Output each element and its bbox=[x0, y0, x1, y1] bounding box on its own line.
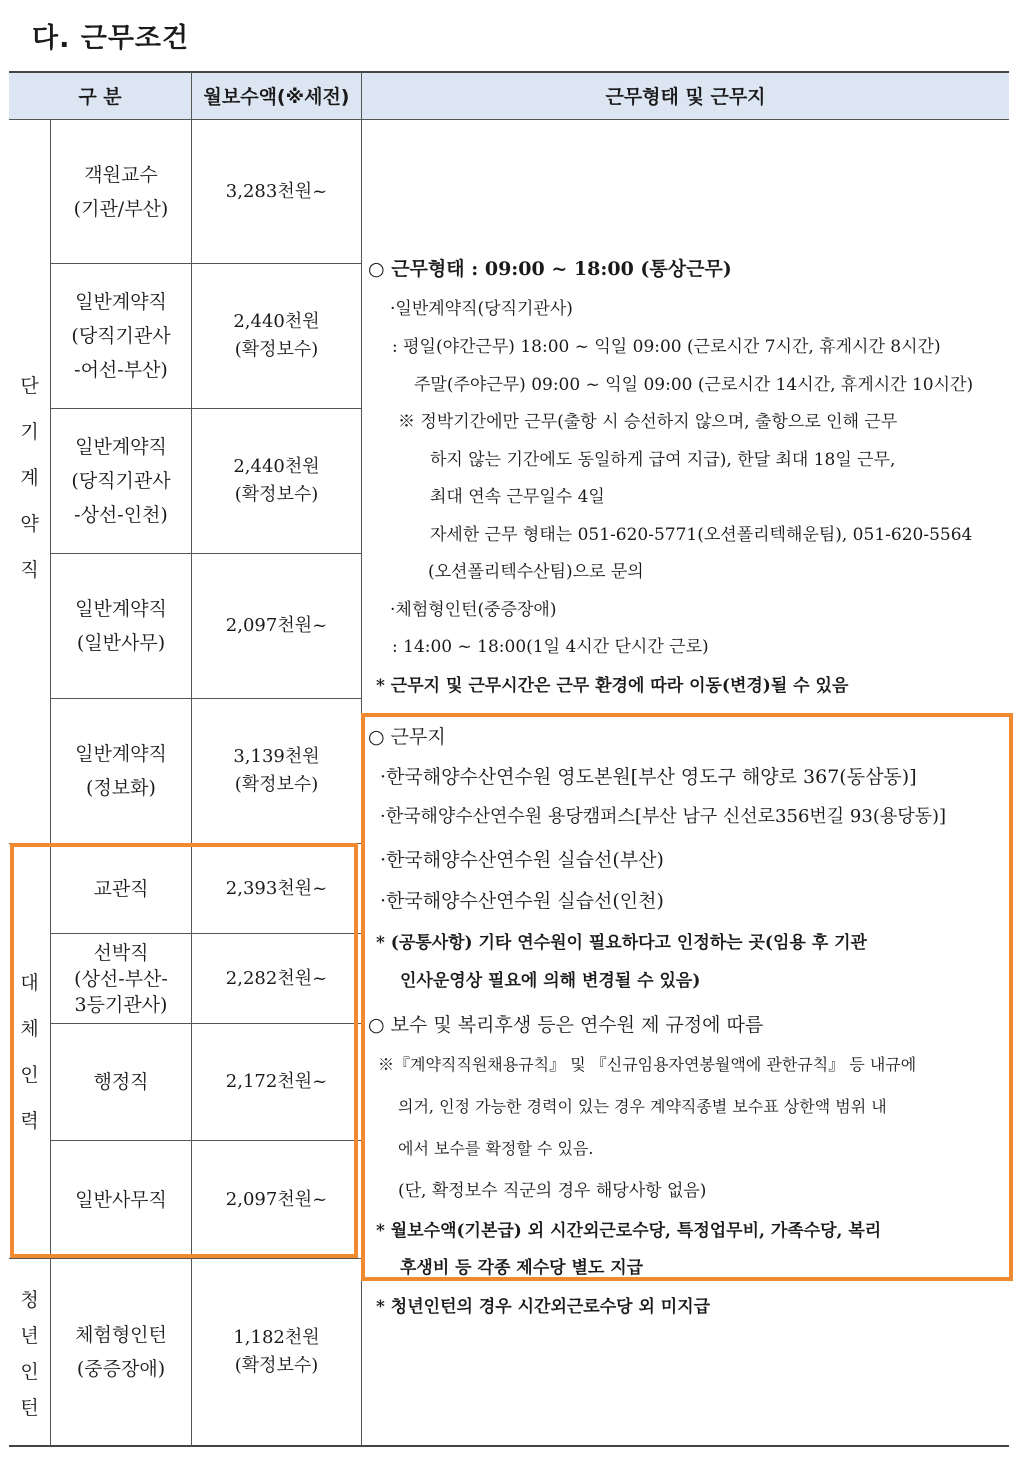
pay-line: 2,440천원 bbox=[233, 456, 320, 477]
pay-benefit-line: 의거, 인정 가능한 경력이 있는 경우 계약직종별 보수표 상한액 범위 내 bbox=[398, 1097, 887, 1116]
row-name-line: (정보화) bbox=[86, 777, 156, 799]
table-row-name bbox=[51, 554, 191, 698]
workplace-line: ·한국해양수산연수원 실습선(부산) bbox=[380, 849, 664, 871]
pay-line: 3,139천원 bbox=[233, 746, 320, 767]
group-char: 직 bbox=[20, 559, 39, 581]
header-category: 구 분 bbox=[78, 86, 122, 108]
group-char: 계 bbox=[20, 467, 39, 489]
table-row-pay bbox=[192, 120, 361, 263]
pay-line: 2,282천원~ bbox=[225, 967, 328, 989]
row-name-line: 일반사무직 bbox=[75, 1188, 167, 1211]
group-char: 체 bbox=[20, 1018, 39, 1040]
intern-note: * 청년인턴의 경우 시간외근로수당 외 미지급 bbox=[376, 1297, 711, 1317]
group-char: 약 bbox=[20, 513, 39, 535]
header-work: 근무형태 및 근무지 bbox=[605, 86, 766, 108]
highlight-box-substitute bbox=[10, 843, 358, 1258]
work-type-line: 최대 연속 근무일수 4일 bbox=[430, 487, 605, 507]
workplace-note: 인사운영상 필요에 의해 변경될 수 있음) bbox=[400, 971, 701, 991]
row-name-line: (중증장애) bbox=[76, 1358, 166, 1380]
pay-line: (확정보수) bbox=[234, 774, 319, 795]
pay-line: (확정보수) bbox=[234, 339, 319, 360]
row-name-line: 행정직 bbox=[93, 1071, 149, 1093]
row-name-line: -상선-인천) bbox=[74, 504, 168, 526]
pay-benefit-line: 에서 보수를 확정할 수 있음. bbox=[398, 1139, 594, 1158]
workplace-line: ·한국해양수산연수원 실습선(인천) bbox=[380, 890, 664, 912]
work-type-line: ·일반계약직(당직기관사) bbox=[390, 299, 573, 319]
group-char: 년 bbox=[20, 1325, 39, 1347]
row-name-line: 객원교수 bbox=[84, 163, 158, 186]
group-char: 인 bbox=[20, 1361, 39, 1383]
work-type-line: 하지 않는 기간에도 동일하게 급여 지급), 한달 최대 18일 근무, bbox=[430, 450, 896, 470]
pay-benefit-note: 후생비 등 각종 제수당 별도 지급 bbox=[400, 1258, 644, 1278]
row-name-line: 일반계약직 bbox=[75, 291, 167, 313]
pay-line: 2,097천원~ bbox=[225, 615, 328, 636]
work-type-line: 자세한 근무 형태는 051-620-5771(오션폴리텍해운팀), 051-620-5564 bbox=[430, 525, 973, 545]
highlight-box-workplace bbox=[361, 713, 1013, 1281]
row-name-line: 교관직 bbox=[93, 877, 149, 900]
table-row-name bbox=[51, 264, 191, 408]
work-type-line: (오션폴리텍수산팀)으로 문의 bbox=[428, 562, 644, 582]
pay-line: 2,440천원 bbox=[233, 311, 320, 332]
table-row-pay bbox=[192, 554, 361, 698]
work-type-line: ※ 정박기간에만 근무(출항 시 승선하지 않으며, 출항으로 인해 근무 bbox=[398, 412, 898, 432]
workplace-line: ·한국해양수산연수원 용당캠퍼스[부산 남구 신선로356번길 93(용당동)] bbox=[380, 806, 947, 827]
group-label-short-term bbox=[9, 364, 50, 592]
table-row-pay bbox=[192, 264, 361, 408]
table-row-pay bbox=[192, 1259, 361, 1445]
workplace-line: ○ 근무지 bbox=[368, 726, 446, 748]
header-pay: 월보수액(※세전) bbox=[203, 86, 350, 108]
section-heading: 다. 근무조건 bbox=[32, 23, 190, 54]
work-type-line: : 평일(야간근무) 18:00 ~ 익일 09:00 (근로시간 7시간, 휴게시간 8시간) bbox=[392, 337, 941, 357]
group-char: 대 bbox=[20, 972, 39, 994]
group-char: 턴 bbox=[20, 1397, 39, 1419]
row-name-line: 선박직 bbox=[93, 941, 149, 964]
group-char: 기 bbox=[20, 421, 39, 443]
pay-line: 1,182천원 bbox=[233, 1327, 320, 1348]
work-type-line: 주말(주야근무) 09:00 ~ 익일 09:00 (근로시간 14시간, 휴게시간 10시간) bbox=[414, 375, 974, 395]
table-row-pay bbox=[192, 699, 361, 843]
workplace-line: ·한국해양수산연수원 영도본원[부산 영도구 해양로 367(동삼동)] bbox=[380, 766, 917, 788]
table-row-pay bbox=[192, 409, 361, 553]
table-row-name bbox=[51, 120, 191, 263]
row-name-line: (일반사무) bbox=[76, 632, 166, 654]
work-type-line: ○ 근무형태 : 09:00 ~ 18:00 (통상근무) bbox=[368, 258, 732, 280]
row-name-line: 일반계약직 bbox=[75, 436, 167, 458]
table-row-name bbox=[51, 699, 191, 843]
row-name-line: 3등기관사) bbox=[74, 993, 168, 1016]
row-name-line: -어선-부산) bbox=[74, 359, 168, 381]
group-char: 단 bbox=[20, 375, 39, 397]
table-row-name bbox=[51, 1259, 191, 1445]
pay-benefit-note: * 월보수액(기본급) 외 시간외근로수당, 특정업무비, 가족수당, 복리 bbox=[376, 1221, 882, 1241]
pay-line: 3,283천원~ bbox=[225, 180, 328, 202]
table-bottom-border bbox=[9, 1445, 1009, 1447]
row-name-line: 일반계약직 bbox=[75, 743, 167, 765]
pay-benefit-line: (단, 확정보수 직군의 경우 해당사항 없음) bbox=[398, 1181, 707, 1201]
work-type-line: : 14:00 ~ 18:00(1일 4시간 단시간 근로) bbox=[392, 637, 709, 657]
work-type-note: * 근무지 및 근무시간은 근무 환경에 따라 이동(변경)될 수 있음 bbox=[376, 676, 849, 696]
row-name-line: (당직기관사 bbox=[71, 470, 171, 492]
pay-line: (확정보수) bbox=[234, 484, 319, 505]
row-name-line: 체험형인턴 bbox=[75, 1324, 167, 1346]
group-char: 청 bbox=[20, 1289, 39, 1311]
row-name-line: (상선-부산- bbox=[74, 967, 168, 990]
pay-line: (확정보수) bbox=[234, 1355, 319, 1376]
workplace-note: * (공통사항) 기타 연수원이 필요하다고 인정하는 곳(임용 후 기관 bbox=[376, 933, 867, 953]
table-row-name bbox=[51, 409, 191, 553]
group-char: 력 bbox=[20, 1110, 39, 1132]
pay-benefit-line: ※『계약직직원채용규칙』 및 『신규임용자연봉월액에 관한규칙』 등 내규에 bbox=[378, 1055, 917, 1074]
pay-line: 2,172천원~ bbox=[225, 1071, 328, 1092]
pay-line: 2,097천원~ bbox=[225, 1188, 328, 1210]
row-name-line: (기관/부산) bbox=[73, 197, 169, 220]
group-label-youth-intern bbox=[9, 1282, 50, 1426]
table-top-border bbox=[9, 71, 1009, 73]
row-name-line: 일반계약직 bbox=[75, 598, 167, 620]
pay-line: 2,393천원~ bbox=[225, 877, 328, 899]
row-name-line: (당직기관사 bbox=[71, 325, 171, 347]
group-char: 인 bbox=[20, 1064, 39, 1086]
pay-benefit-line: ○ 보수 및 복리후생 등은 연수원 제 규정에 따름 bbox=[368, 1014, 764, 1036]
work-type-line: ·체험형인턴(중증장애) bbox=[390, 600, 557, 620]
